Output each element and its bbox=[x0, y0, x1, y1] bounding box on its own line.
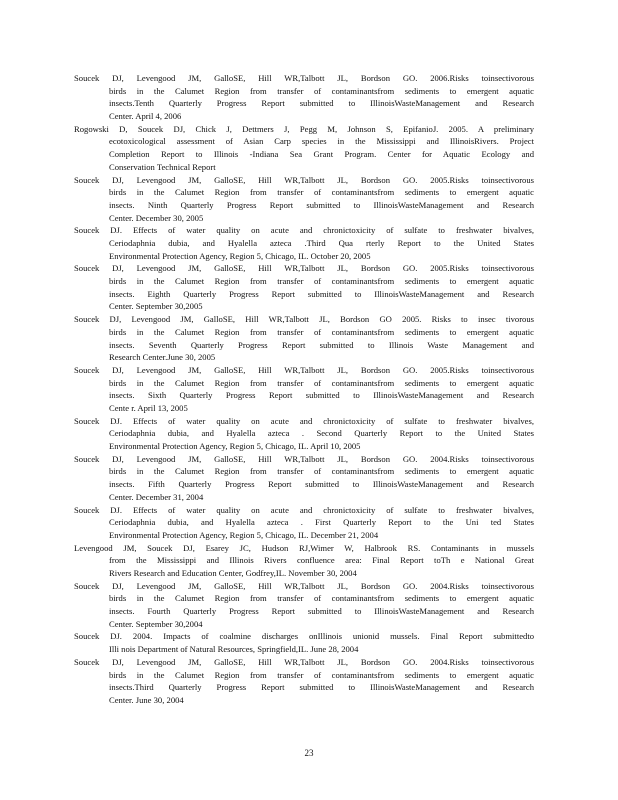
reference-entry bbox=[74, 453, 534, 504]
reference-line: Center. April 4, 2006 bbox=[109, 111, 182, 122]
reference-line: birds in the Calumet Region from transfer of contaminantsfrom sediments to emergent aquatic bbox=[109, 326, 534, 337]
reference-entry bbox=[74, 542, 534, 580]
reference-first-line: Rogowski D, Soucek DJ, Chick J, Dettmers J, Pegg M, Johnson S, EpifanioJ. 2005. A preliminary bbox=[74, 123, 534, 134]
reference-line: Center. December 30, 2005 bbox=[109, 212, 204, 223]
reference-entry bbox=[74, 123, 534, 174]
reference-line: insects. Ninth Quarterly Progress Report submitted to IllinoisWasteManagement and Research bbox=[109, 199, 534, 210]
reference-line: Center. September 30,2004 bbox=[109, 618, 203, 629]
reference-first-line: Soucek DJ, Levengood JM, GalloSE, Hill WR,Talbott JL, Bordson GO. 2004.Risks toinsectivorous bbox=[74, 453, 534, 464]
reference-line: Center. December 31, 2004 bbox=[109, 491, 204, 502]
reference-line: Cente r. April 13, 2005 bbox=[109, 402, 188, 413]
reference-first-line: Soucek DJ. 2004. Impacts of coalmine discharges onIllinois unionid mussels. Final Report submittedto bbox=[74, 631, 534, 642]
reference-first-line: Soucek DJ, Levengood JM, GalloSE, Hill WR,Talbott JL, Bordson GO. 2005.Risks toinsectivorous bbox=[74, 174, 534, 185]
page-number: 23 bbox=[304, 748, 314, 758]
reference-first-line: Soucek DJ, Levengood JM, GalloSE, Hill WR,Talbott JL, Bordson GO. 2006.Risks toinsectivorous bbox=[74, 73, 534, 83]
reference-entry bbox=[74, 630, 534, 655]
reference-entry bbox=[74, 415, 534, 453]
reference-line: birds in the Calumet Region from transfer of contaminantsfrom sediments to emergent aquatic bbox=[109, 85, 534, 96]
reference-line: Environmental Protection Agency, Region 5, Chicago, IL. October 20, 2005 bbox=[109, 250, 371, 261]
reference-entry bbox=[74, 364, 534, 415]
reference-line: insects. Eighth Quarterly Progress Report submitted to IllinoisWasteManagement and Research bbox=[109, 288, 534, 299]
reference-entry bbox=[74, 262, 534, 313]
reference-first-line: Soucek DJ, Levengood JM, GalloSE, Hill WR,Talbott JL, Bordson GO. 2004.Risks toinsectivorous bbox=[74, 656, 534, 667]
reference-line: insects. Fourth Quarterly Progress Report submitted to IllinoisWasteManagement and Research bbox=[109, 606, 534, 617]
reference-line: Completion Report to Illinois -Indiana Sea Grant Program. Center for Aquatic Ecology and bbox=[109, 149, 534, 160]
reference-line: Environmental Protection Agency, Region 5, Chicago, IL. April 10, 2005 bbox=[109, 441, 361, 452]
reference-line: Center. June 30, 2004 bbox=[109, 694, 184, 705]
reference-entry bbox=[74, 72, 534, 123]
reference-line: Rivers Research and Education Center, Godfrey,IL. November 30, 2004 bbox=[109, 567, 357, 578]
reference-entry bbox=[74, 313, 534, 364]
reference-entry bbox=[74, 580, 534, 631]
reference-line: insects.Tenth Quarterly Progress Report submitted to IllinoisWasteManagement and Research bbox=[109, 98, 534, 109]
reference-line: from the Mississippi and Illinois Rivers confluence area: Final Report toTh e National Great bbox=[109, 555, 534, 566]
reference-line: birds in the Calumet Region from transfer of contaminantsfrom sediments to emergent aquatic bbox=[109, 593, 534, 604]
reference-line: birds in the Calumet Region from transfer of contaminantsfrom sediments to emergent aquatic bbox=[109, 466, 534, 477]
reference-line: insects. Seventh Quarterly Progress Report submitted to Illinois Waste Management and bbox=[109, 339, 534, 350]
reference-line: Ceriodaphnia dubia, and Hyalella azteca . Second Quarterly Report to the United States bbox=[109, 428, 534, 439]
reference-list bbox=[74, 72, 534, 707]
reference-line: Research Center.June 30, 2005 bbox=[109, 352, 216, 363]
reference-line: birds in the Calumet Region from transfer of contaminantsfrom sediments to emergent aquatic bbox=[109, 377, 534, 388]
reference-line: birds in the Calumet Region from transfer of contaminantsfrom sediments to emergent aquatic bbox=[109, 187, 534, 198]
reference-line: insects. Sixth Quarterly Progress Report submitted to IllinoisWasteManagement and Research bbox=[109, 390, 534, 401]
reference-first-line: Soucek DJ. Effects of water quality on acute and chronictoxicity of sulfate to freshwater bivalves, bbox=[74, 504, 534, 515]
reference-first-line: Soucek DJ. Effects of water quality on acute and chronictoxicity of sulfate to freshwater bivalves, bbox=[74, 415, 534, 426]
reference-first-line: Soucek DJ, Levengood JM, GalloSE, Hill WR,Talbott JL, Bordson GO. 2005.Risks toinsectivorous bbox=[74, 263, 534, 274]
reference-line: insects.Third Quarterly Progress Report submitted to IllinoisWasteManagement and Research bbox=[109, 682, 534, 693]
reference-first-line: Levengood JM, Soucek DJ, Esarey JC, Hudson RJ,Wimer W, Halbrook RS. Contaminants in mussels bbox=[74, 542, 534, 553]
reference-line: Environmental Protection Agency, Region 5, Chicago, IL. December 21, 2004 bbox=[109, 529, 379, 540]
reference-line: birds in the Calumet Region from transfer of contaminantsfrom sediments to emergent aquatic bbox=[109, 669, 534, 680]
reference-entry bbox=[74, 174, 534, 225]
reference-first-line: Soucek DJ, Levengood JM, GalloSE, Hill WR,Talbott JL, Bordson GO. 2005.Risks toinsectivorous bbox=[74, 364, 534, 375]
reference-line: Center. September 30,2005 bbox=[109, 301, 203, 312]
reference-line: insects. Fifth Quarterly Progress Report submitted to IllinoisWasteManagement and Research bbox=[109, 479, 534, 490]
reference-line: Ceriodaphnia dubia, and Hyalella azteca .Third Qua rterly Report to the United States bbox=[109, 237, 534, 248]
reference-first-line: Soucek DJ. Effects of water quality on acute and chronictoxicity of sulfate to freshwater bivalves, bbox=[74, 225, 534, 236]
reference-entry bbox=[74, 656, 534, 707]
reference-line: Conservation Technical Report bbox=[109, 161, 216, 172]
reference-line: ecotoxicological assessment of Asian Carp species in the Mississippi and IllinoisRivers. Project bbox=[109, 136, 534, 147]
reference-line: Ceriodaphnia dubia, and Hyalella azteca . First Quarterly Report to the Uni ted States bbox=[109, 517, 534, 528]
reference-line: Illi nois Department of Natural Resources, Springfield,IL. June 28, 2004 bbox=[109, 644, 359, 655]
reference-entry bbox=[74, 504, 534, 542]
reference-line: birds in the Calumet Region from transfer of contaminantsfrom sediments to emergent aquatic bbox=[109, 276, 534, 287]
reference-first-line: Soucek DJ, Levengood JM, GalloSE, Hill WR,Talbott JL, Bordson GO. 2004.Risks toinsectivorous bbox=[74, 580, 534, 591]
reference-first-line: Soucek DJ, Levengood JM, GalloSE, Hill WR,Talbott JL, Bordson GO 2005. Risks to insec tivorous bbox=[74, 314, 534, 325]
reference-entry bbox=[74, 224, 534, 262]
